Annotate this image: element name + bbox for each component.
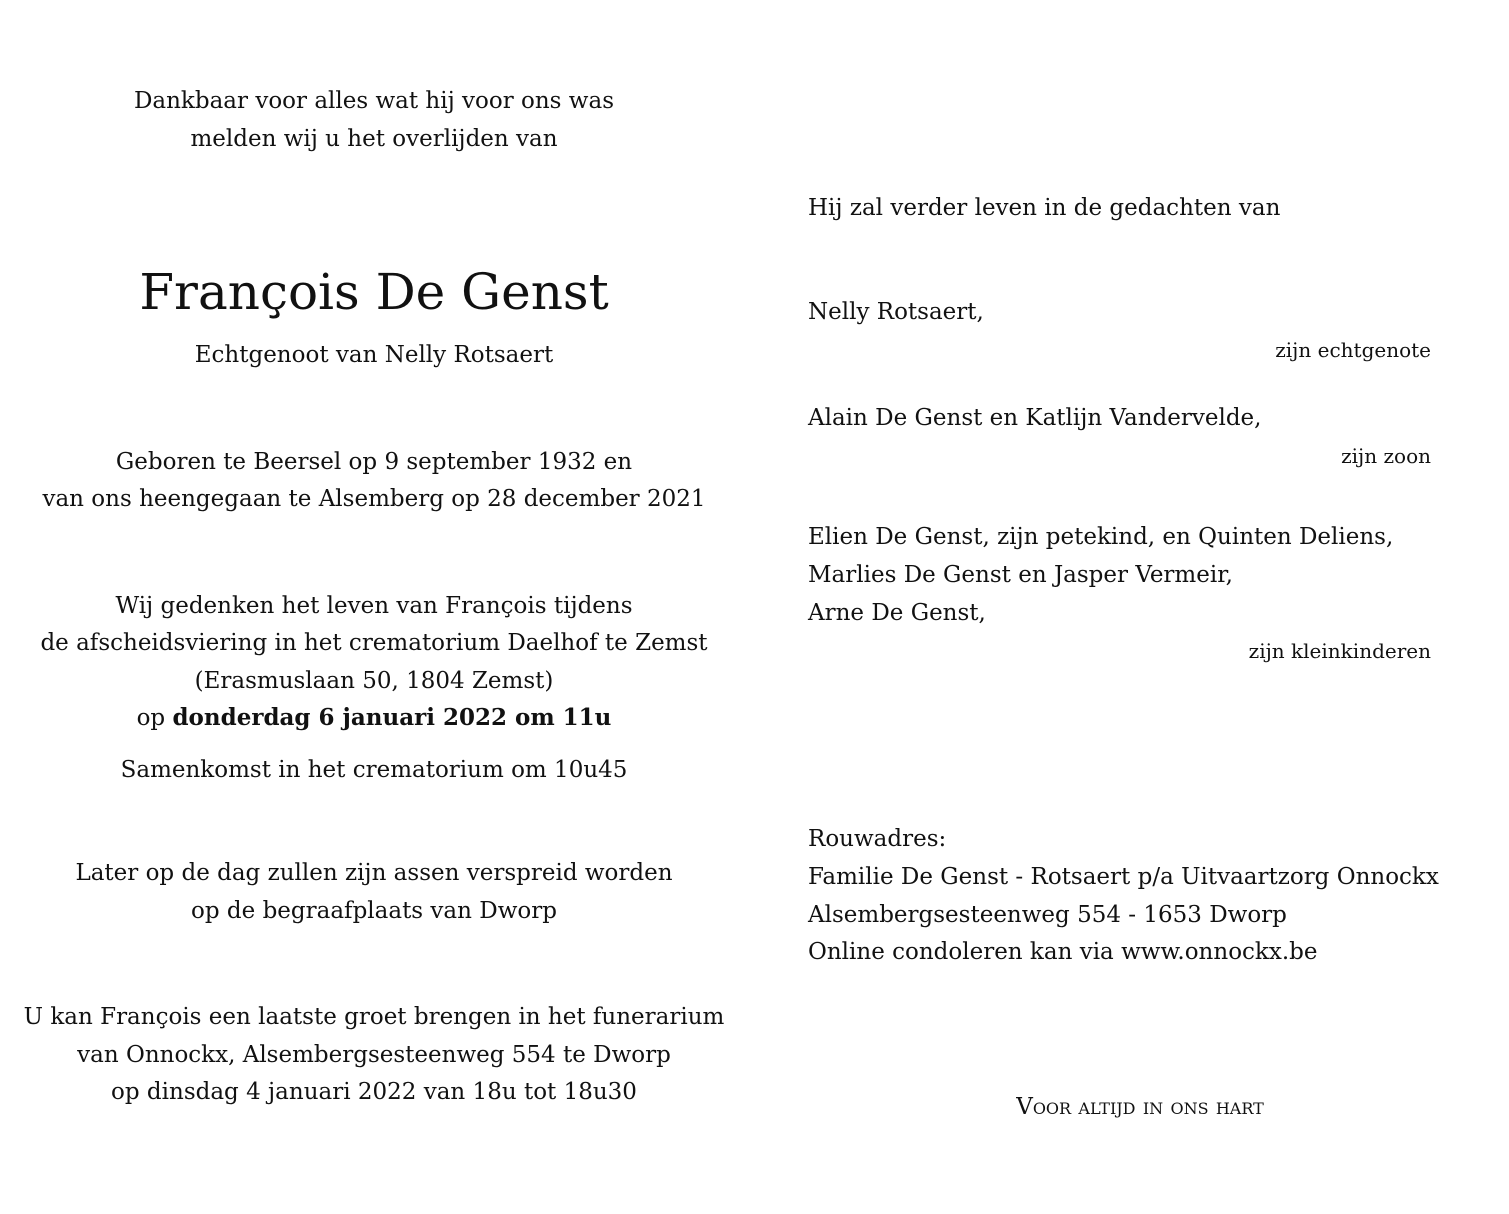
- son-names: Alain De Genst en Katlijn Vandervelde,: [808, 405, 1262, 431]
- memory-intro: Hij zal verder leven in de gedachten van: [808, 195, 1281, 221]
- service-date-line: [0, 703, 748, 733]
- gathering-line: Samenkomst in het crematorium om 10u45: [120, 757, 628, 783]
- spouse-line: Echtgenoot van Nelly Rotsaert: [194, 342, 554, 368]
- service-line-3: (Erasmuslaan 50, 1804 Zemst): [194, 668, 554, 694]
- visit-line-2: van Onnockx, Alsembergsesteenweg 554 te Dworp: [77, 1042, 671, 1068]
- grandchild-line-3: Arne De Genst,: [808, 600, 986, 626]
- closing-line: Voor altijd in ons hart: [1016, 1094, 1264, 1120]
- intro-line-2: melden wij u het overlijden van: [190, 126, 558, 152]
- service-line-2: de afscheidsviering in het crematorium Daelhof te Zemst: [40, 630, 708, 656]
- died-line: van ons heengegaan te Alsemberg op 28 december 2021: [42, 486, 706, 512]
- visit-line-1: U kan François een laatste groet brengen in het funerarium: [23, 1004, 725, 1030]
- address-line-2: Alsembergsesteenweg 554 - 1653 Dworp: [808, 902, 1287, 928]
- service-date-prefix: op: [136, 705, 166, 731]
- address-line-3: Online condoleren kan via www.onnockx.be: [808, 939, 1318, 965]
- service-line-1: Wij gedenken het leven van François tijdens: [115, 593, 633, 619]
- grandchildren-role: zijn kleinkinderen: [1248, 639, 1431, 663]
- spouse-role: zijn echtgenote: [1275, 338, 1431, 362]
- deceased-name: François De Genst: [139, 263, 609, 321]
- service-date: donderdag 6 januari 2022 om 11u: [172, 704, 612, 731]
- son-role: zijn zoon: [1341, 444, 1431, 468]
- spouse-name: Nelly Rotsaert,: [808, 299, 984, 325]
- address-line-1: Familie De Genst - Rotsaert p/a Uitvaartzorg Onnockx: [808, 864, 1439, 890]
- ashes-line-1: Later op de dag zullen zijn assen verspreid worden: [75, 860, 673, 886]
- grandchild-line-1: Elien De Genst, zijn petekind, en Quinten Deliens,: [808, 524, 1394, 550]
- grandchild-line-2: Marlies De Genst en Jasper Vermeir,: [808, 562, 1233, 588]
- born-line: Geboren te Beersel op 9 september 1932 en: [115, 449, 633, 475]
- visit-line-3: op dinsdag 4 januari 2022 van 18u tot 18u30: [111, 1079, 637, 1105]
- ashes-line-2: op de begraafplaats van Dworp: [191, 898, 557, 924]
- address-label: Rouwadres:: [808, 826, 947, 852]
- intro-line-1: Dankbaar voor alles wat hij voor ons was: [133, 88, 615, 114]
